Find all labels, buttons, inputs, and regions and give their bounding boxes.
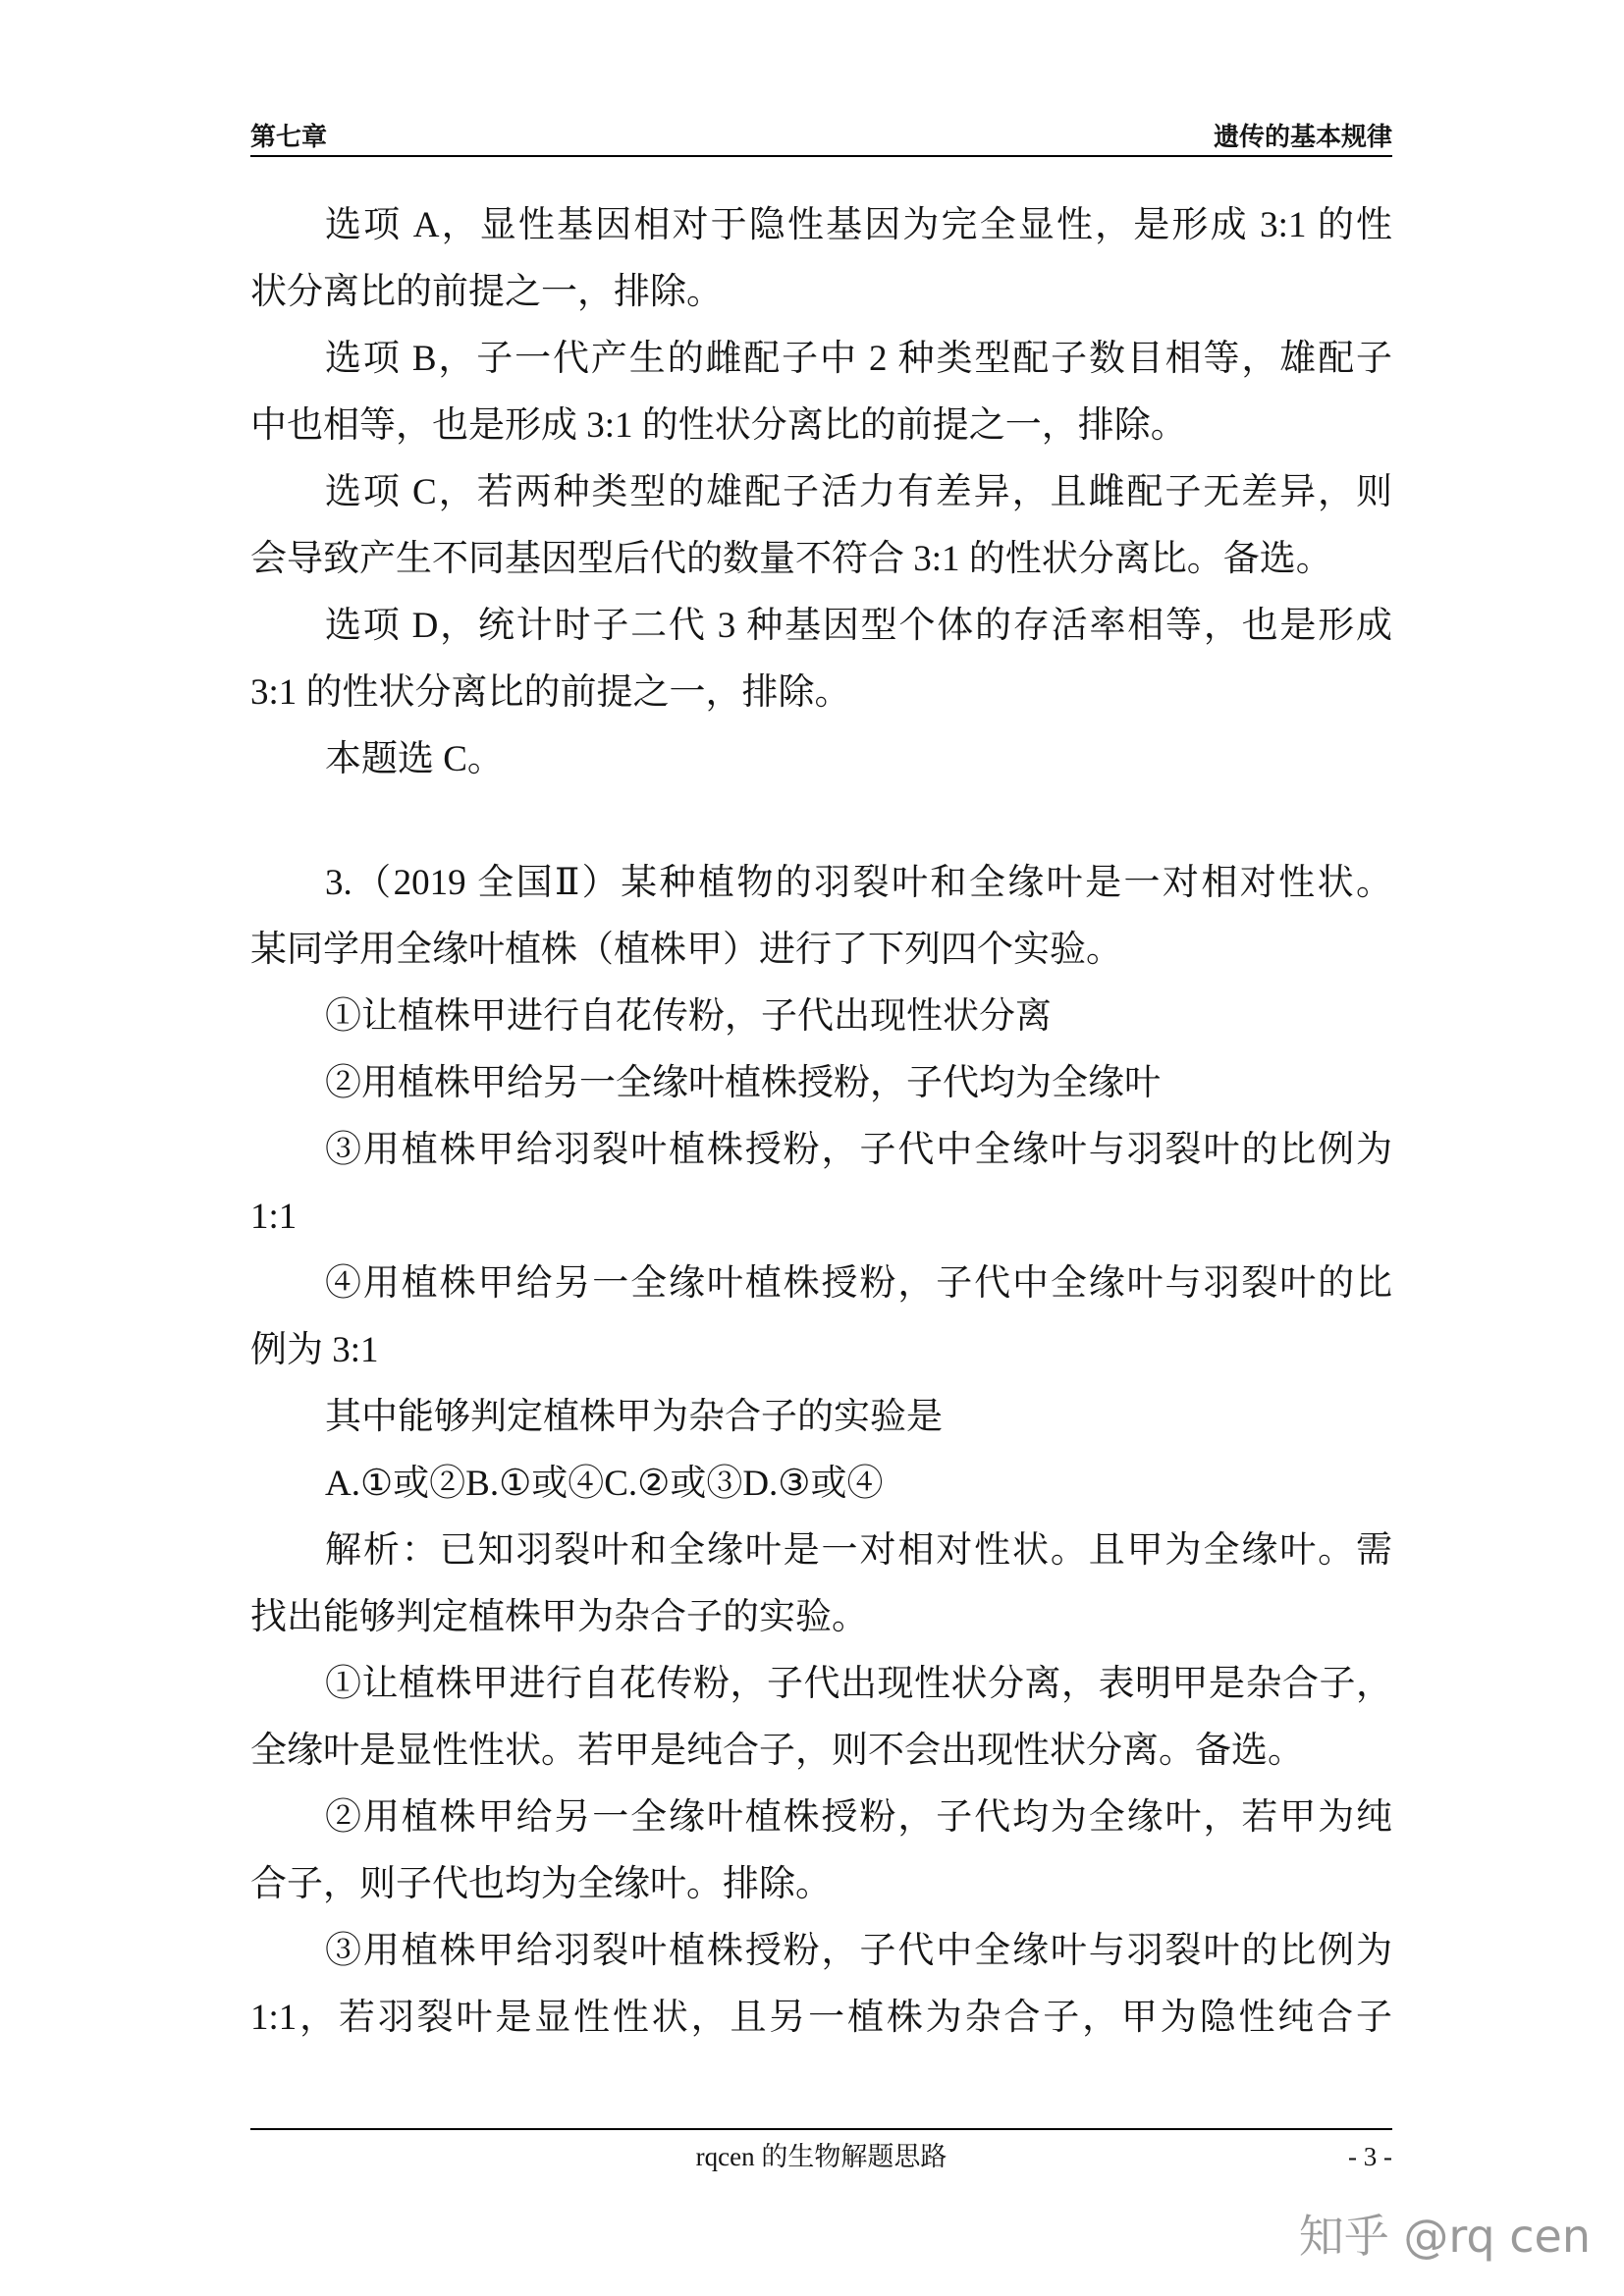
experiment-4: [250, 1251, 1392, 1384]
experiment-1: [250, 984, 1392, 1050]
question-prompt: [250, 1384, 1392, 1451]
text-line: ②用植株甲给另一全缘叶植株授粉，子代均为全缘叶: [325, 1063, 1161, 1103]
text-line: 选项 C，若两种类型的雄配子活力有差异，且雌配子无差异，则: [325, 472, 1392, 512]
text-line: 选项 A，显性基因相对于隐性基因为完全显性，是形成 3:1 的性: [325, 205, 1392, 245]
text-line: A.①或②B.①或④C.②或③D.③或④: [325, 1464, 884, 1504]
text-line: ④用植株甲给另一全缘叶植株授粉，子代中全缘叶与羽裂叶的比: [325, 1263, 1392, 1304]
text-line: ③用植株甲给羽裂叶植株授粉，子代中全缘叶与羽裂叶的比例为: [325, 1931, 1392, 1971]
analysis-experiment-2: [250, 1785, 1392, 1918]
text-line: ③用植株甲给羽裂叶植株授粉，子代中全缘叶与羽裂叶的比例为: [325, 1130, 1392, 1170]
text-line: 某同学用全缘叶植株（植株甲）进行了下列四个实验。: [250, 930, 1122, 970]
watermark: 知乎 @rq cen: [1298, 2210, 1591, 2263]
text-line: 1:1，若羽裂叶是显性性状，且另一植株为杂合子，甲为隐性纯合子: [250, 1998, 1392, 2038]
running-footer: [250, 2128, 1392, 2179]
text-line: ①让植株甲进行自花传粉，子代出现性状分离: [325, 996, 1052, 1037]
page-body: [250, 192, 1392, 2052]
option-c-explanation: [250, 459, 1392, 593]
experiment-2: [250, 1050, 1392, 1117]
text-line: 3.（2019 全国Ⅱ）某种植物的羽裂叶和全缘叶是一对相对性状。: [325, 863, 1392, 903]
option-d-explanation: [250, 593, 1392, 726]
analysis-experiment-1: [250, 1651, 1392, 1785]
answer-choices: [250, 1451, 1392, 1518]
text-line: 全缘叶是显性性状。若甲是纯合子，则不会出现性状分离。备选。: [250, 1731, 1304, 1771]
text-line: 合子，则子代也均为全缘叶。排除。: [250, 1864, 832, 1904]
question-stem: [250, 850, 1392, 984]
experiment-3: [250, 1117, 1392, 1251]
text-line: ②用植株甲给另一全缘叶植株授粉，子代均为全缘叶，若甲为纯: [325, 1797, 1392, 1838]
text-line: 状分离比的前提之一，排除。: [250, 272, 723, 312]
text-line: 找出能够判定植株甲为杂合子的实验。: [250, 1597, 868, 1637]
text-line: 3:1 的性状分离比的前提之一，排除。: [250, 672, 851, 713]
chapter-label: 第七章: [250, 123, 328, 152]
text-line: 解析：已知羽裂叶和全缘叶是一对相对性状。且甲为全缘叶。需: [325, 1530, 1392, 1571]
text-line: 1:1: [250, 1197, 298, 1237]
text-line: 选项 D，统计时子二代 3 种基因型个体的存活率相等，也是形成: [325, 606, 1392, 646]
text-line: 本题选 C。: [325, 739, 504, 779]
text-line: 中也相等，也是形成 3:1 的性状分离比的前提之一，排除。: [250, 405, 1187, 446]
footer-title: rqcen 的生物解题思路: [695, 2142, 947, 2171]
page-number: - 3 -: [1348, 2142, 1392, 2171]
text-line: ①让植株甲进行自花传粉，子代出现性状分离，表明甲是杂合子，: [325, 1664, 1392, 1704]
option-a-explanation: [250, 192, 1392, 326]
answer-statement: [250, 726, 1392, 793]
text-line: 选项 B，子一代产生的雌配子中 2 种类型配子数目相等，雄配子: [325, 339, 1392, 379]
analysis-experiment-3: [250, 1918, 1392, 2052]
text-line: 会导致产生不同基因型后代的数量不符合 3:1 的性状分离比。备选。: [250, 539, 1332, 579]
running-header: [250, 116, 1392, 157]
chapter-title: 遗传的基本规律: [1213, 123, 1392, 152]
text-line: 例为 3:1: [250, 1330, 379, 1370]
text-line: 其中能够判定植株甲为杂合子的实验是: [325, 1397, 943, 1437]
analysis-intro: [250, 1518, 1392, 1651]
option-b-explanation: [250, 326, 1392, 459]
